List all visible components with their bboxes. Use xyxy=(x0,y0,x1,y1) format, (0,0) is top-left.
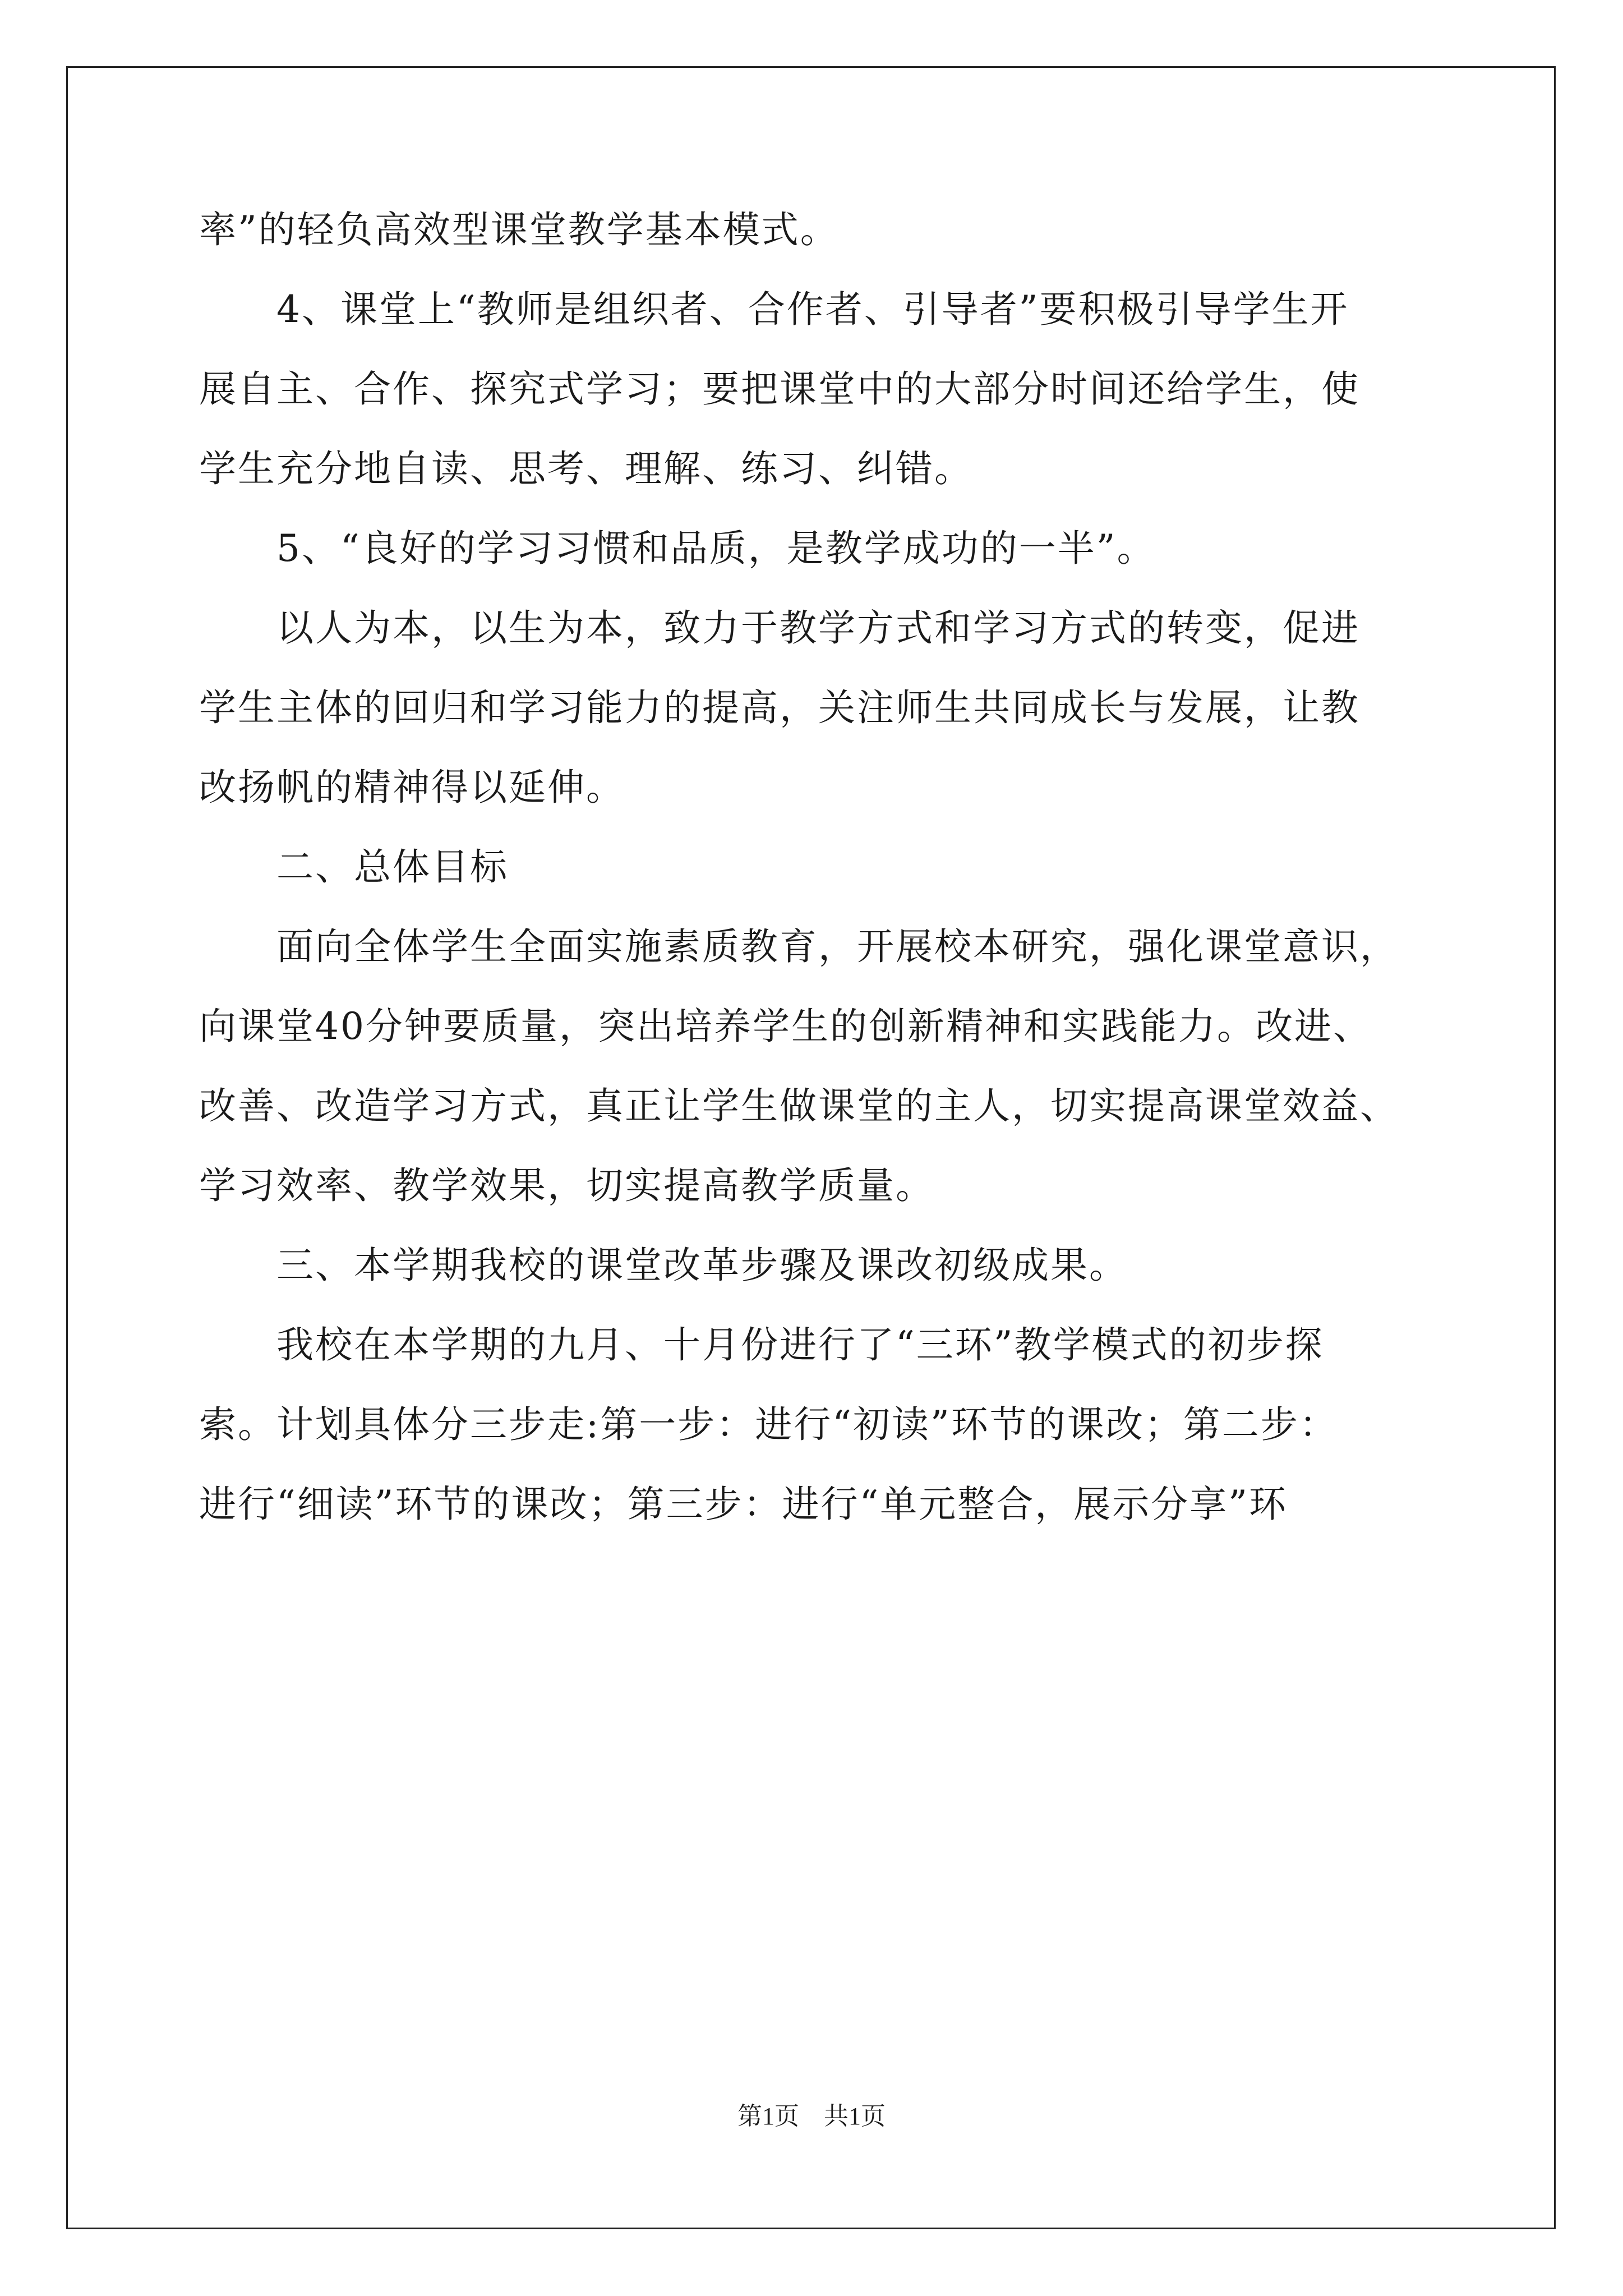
text-line: 4、课堂上“教师是组织者、合作者、引导者”要积极引导学生开 xyxy=(199,288,1349,331)
text-line: 学习效率、教学效果，切实提高教学质量。 xyxy=(199,1164,934,1207)
text-line: 我校在本学期的九月、十月份进行了“三环”教学模式的初步探 xyxy=(199,1323,1324,1366)
text-line: 索。计划具体分三步走:第一步：进行“初读”环节的课改；第二步： xyxy=(199,1403,1338,1446)
text-line: 改善、改造学习方式，真正让学生做课堂的主人，切实提高课堂效益、 xyxy=(199,1084,1399,1128)
page-footer: 第1页 共1页 xyxy=(737,2102,886,2130)
section-heading: 三、本学期我校的课堂改革步骤及课改初级成果。 xyxy=(199,1244,1128,1287)
text-line: 面向全体学生全面实施素质教育，开展校本研究，强化课堂意识， xyxy=(199,925,1399,968)
text-line: 5、“良好的学习习惯和品质，是教学成功的一半”。 xyxy=(199,527,1156,570)
text-line: 以人为本，以生为本，致力于教学方式和学习方式的转变，促进 xyxy=(199,606,1360,650)
text-line: 进行“细读”环节的课改；第三步：进行“单元整合，展示分享”环 xyxy=(199,1483,1288,1526)
text-line: 改扬帆的精神得以延伸。 xyxy=(199,766,625,809)
text-line: 学生主体的回归和学习能力的提高，关注师生共同成长与发展，让教 xyxy=(199,686,1360,729)
text-line: 学生充分地自读、思考、理解、练习、纠错。 xyxy=(199,447,973,490)
text-line: 率”的轻负高效型课堂教学基本模式。 xyxy=(199,208,839,251)
text-line: 向课堂40分钟要质量，突出培养学生的创新精神和实践能力。改进、 xyxy=(199,1005,1372,1048)
section-heading: 二、总体目标 xyxy=(199,845,509,889)
text-line: 展自主、合作、探究式学习；要把课堂中的大部分时间还给学生，使 xyxy=(199,367,1360,411)
